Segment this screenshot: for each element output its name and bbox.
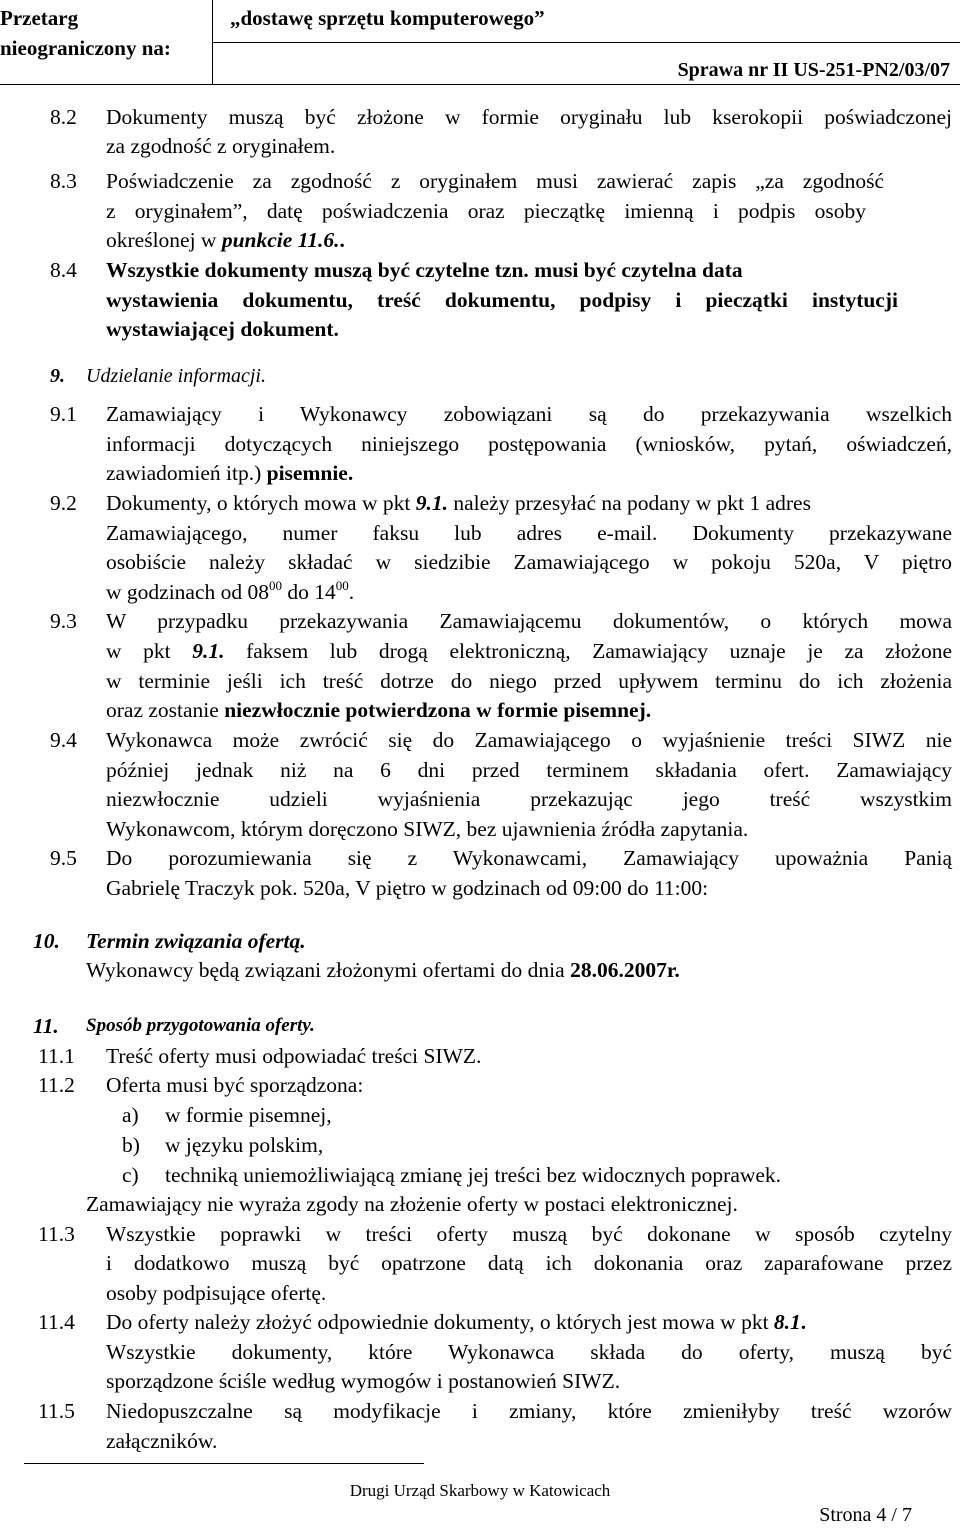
header-tender-type-line2: nieograniczony na: [0, 36, 171, 60]
section-number: 9.1 [50, 402, 77, 426]
text: Dokumenty, o których mowa w pkt [106, 491, 416, 515]
section-number: 9.4 [50, 728, 77, 752]
paragraph-line: Zamawiający nie wyraża zgody na złożenie oferty w postaci elektronicznej. [86, 1192, 738, 1216]
paragraph-line [86, 955, 680, 985]
section-number: 11.4 [38, 1310, 75, 1334]
paragraph-line: Zamawiającego, numer faksu lub adres e-mail. Dokumenty przekazywane [106, 521, 952, 545]
text: Do oferty należy złożyć odpowiednie dokumenty, o których jest mowa w pkt [106, 1310, 774, 1334]
paragraph-line: sporządzone ściśle według wymogów i postanowień SIWZ. [106, 1369, 621, 1393]
chapter-title: Termin związania ofertą. [86, 929, 306, 953]
paragraph-line: załączników. [106, 1429, 218, 1453]
paragraph-line: Wszystkie poprawki w treści oferty muszą być dokonane w sposób czytelny [106, 1222, 952, 1246]
chapter-number: 10. [33, 929, 60, 953]
paragraph-line: za zgodność z oryginałem. [106, 134, 336, 158]
paragraph-line: niezwłocznie udzieli wyjaśnienia przekazując jego treść wszystkim [106, 787, 952, 811]
text: oraz zostanie [106, 698, 225, 722]
header-tender-type-line1: Przetarg [0, 6, 79, 30]
paragraph-line: Wszystkie dokumenty, które Wykonawca składa do oferty, muszą być [106, 1340, 952, 1364]
paragraph-line [106, 225, 345, 255]
paragraph-line: Poświadczenie za zgodność z oryginałem musi zawierać zapis „za zgodność [106, 169, 884, 193]
text: określonej w [106, 228, 222, 252]
paragraph-line: w terminie jeśli ich treść dotrze do niego przed upływem terminu do ich złożenia [106, 669, 952, 693]
paragraph-line [106, 488, 811, 518]
list-letter: b) [122, 1133, 140, 1157]
paragraph-line [106, 695, 651, 725]
section-number: 8.4 [50, 258, 77, 282]
text: w godzinach od 08 [106, 580, 270, 604]
reference-link: punkcie 11.6. [221, 228, 340, 252]
text: Wykonawcy będą związani złożonymi ofertami do dnia [86, 958, 571, 982]
text: należy przesyłać na podany w pkt 1 adres [447, 491, 811, 515]
header-subject: „dostawę sprzętu komputerowego” [230, 6, 545, 30]
paragraph-line: później jednak niż na 6 dni przed terminem składania ofert. Zamawiający [106, 758, 952, 782]
section-number: 9.2 [50, 491, 77, 515]
header-table [0, 0, 960, 85]
list-letter: a) [122, 1103, 139, 1127]
text: w pkt [106, 639, 193, 663]
paragraph-line [106, 577, 354, 607]
header-left-cell [0, 0, 213, 84]
list-item: w formie pisemnej, [165, 1103, 332, 1127]
chapter-title: Sposób przygotowania oferty. [86, 1015, 315, 1036]
text: Wszystkie dokumenty muszą być czytelne tzn. [106, 258, 529, 282]
text: . [348, 580, 355, 604]
text: musi być czytelna data [534, 258, 743, 282]
footer-divider [24, 1463, 424, 1464]
paragraph-line [106, 636, 952, 666]
reference-link: 8.1 [773, 1310, 801, 1334]
superscript: 00 [269, 578, 283, 593]
list-item: techniką uniemożliwiającą zmianę jej treści bez widocznych poprawek. [165, 1163, 782, 1187]
text: 28.06.2007r. [570, 958, 680, 982]
paragraph-line: Wykonawca może zwrócić się do Zamawiającego o wyjaśnienie treści SIWZ nie [106, 728, 952, 752]
paragraph-line: osobiście należy składać w siedzibie Zamawiającego w pokoju 520a, V piętro [106, 550, 952, 574]
reference-link: 9.1. [192, 639, 225, 663]
paragraph-line: Gabrielę Traczyk pok. 520a, V piętro w godzinach od 09:00 do 11:00: [106, 876, 709, 900]
paragraph-line: wystawiającej dokument. [106, 317, 339, 341]
section-number: 9.5 [50, 846, 77, 870]
paragraph-line: Zamawiający i Wykonawcy zobowiązani są do przekazywania wszelkich [106, 402, 952, 426]
paragraph-line: i dodatkowo muszą być opatrzone datą ich dokonania oraz zaparafowane przez [106, 1251, 952, 1275]
text: pisemnie. [266, 461, 354, 485]
text: faksem lub drogą elektroniczną, Zamawiający uznaje je za złożone [224, 639, 953, 663]
paragraph-line [106, 458, 353, 488]
chapter-title: Udzielanie informacji. [86, 365, 266, 387]
section-number: 11.1 [38, 1044, 75, 1068]
section-number: 9.3 [50, 609, 77, 633]
reference-link: 9.1. [415, 491, 448, 515]
paragraph-line: osoby podpisujące ofertę. [106, 1281, 327, 1305]
text: niezwłocznie potwierdzona w formie pisemnej. [224, 698, 652, 722]
chapter-number: 9. [50, 365, 65, 387]
paragraph-line: z oryginałem”, datę poświadczenia oraz pieczątkę imienną i podpis osoby [106, 199, 866, 223]
paragraph-line: Do porozumiewania się z Wykonawcami, Zamawiający upoważnia Panią [106, 846, 952, 870]
paragraph-line: informacji dotyczących niniejszego postępowania (wniosków, pytań, oświadczeń, [106, 432, 952, 456]
text: do 14 [282, 580, 336, 604]
chapter-number: 11. [33, 1014, 59, 1038]
paragraph-line: Wykonawcom, którym doręczono SIWZ, bez ujawnienia źródła zapytania. [106, 817, 749, 841]
section-number: 8.3 [50, 169, 77, 193]
text: zawiadomień itp.) [106, 461, 267, 485]
text: . [339, 228, 345, 252]
section-number: 11.5 [38, 1399, 75, 1423]
section-number: 8.2 [50, 105, 77, 129]
paragraph-line [106, 1307, 806, 1337]
section-number: 11.3 [38, 1222, 75, 1246]
superscript: 00 [335, 578, 349, 593]
paragraph-line: Treść oferty musi odpowiadać treści SIWZ. [106, 1044, 482, 1068]
header-divider [213, 42, 960, 43]
paragraph-line: wystawienia dokumentu, treść dokumentu, podpisy i pieczątki instytucji [106, 288, 898, 312]
list-item: w języku polskim, [165, 1133, 324, 1157]
page-number: Strona 4 / 7 [819, 1504, 912, 1526]
paragraph-line: Dokumenty muszą być złożone w formie oryginału lub kserokopii poświadczonej [106, 105, 952, 129]
paragraph-line: Niedopuszczalne są modyfikacje i zmiany, które zmieniłyby treść wzorów [106, 1399, 952, 1423]
footer-office: Drugi Urząd Skarbowy w Katowicach [349, 1481, 611, 1500]
paragraph-line [106, 255, 743, 285]
text: . [800, 1310, 807, 1334]
paragraph-line: W przypadku przekazywania Zamawiającemu dokumentów, o których mowa [106, 609, 952, 633]
section-number: 11.2 [38, 1073, 75, 1097]
list-letter: c) [122, 1163, 139, 1187]
paragraph-line: Oferta musi być sporządzona: [106, 1073, 364, 1097]
header-case-number: Sprawa nr II US-251-PN2/03/07 [677, 59, 950, 81]
